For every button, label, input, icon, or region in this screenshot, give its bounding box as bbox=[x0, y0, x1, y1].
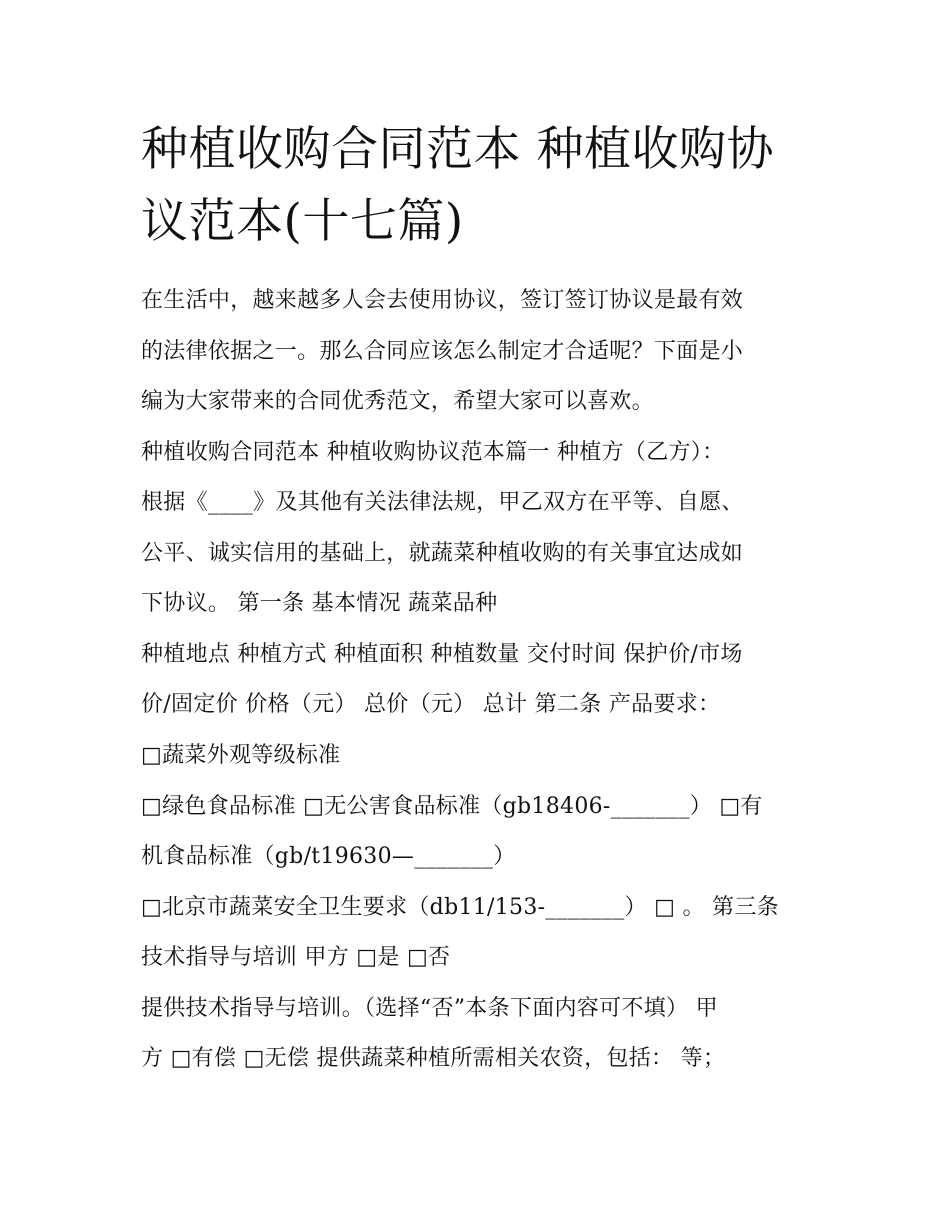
body-text-line: 下协议。 第一条 基本情况 蔬菜品种 bbox=[141, 591, 498, 616]
title-line-1: 种植收购合同范本 种植收购协 bbox=[141, 122, 774, 177]
body-text-line: 种植地点 种植方式 种植面积 种植数量 交付时间 保护价/市场 bbox=[141, 642, 743, 667]
body-text-line: 根据《____》及其他有关法律法规，甲乙双方在平等、自愿、 bbox=[141, 490, 744, 515]
body-text-line: 机食品标准（gb/t19630—_______） bbox=[141, 844, 516, 869]
title-line-2: 议范本(十七篇) bbox=[141, 194, 464, 249]
body-text-line: 种植收购合同范本 种植收购协议范本篇一 种植方（乙方）： bbox=[141, 440, 725, 465]
body-text-line: 技术指导与培训 甲方 □是 □否 bbox=[141, 945, 451, 970]
body-text-line: 价/固定价 价格（元） 总价（元） 总计 第二条 产品要求： bbox=[141, 692, 721, 717]
body-text-line: 方 □有偿 □无偿 提供蔬菜种植所需相关农资，包括： 等； bbox=[141, 1046, 726, 1071]
body-text-line: 在生活中，越来越多人会去使用协议，签订签订协议是最有效 bbox=[141, 288, 744, 313]
document-title bbox=[141, 114, 821, 258]
body-text-line: 编为大家带来的合同优秀范文，希望大家可以喜欢。 bbox=[141, 389, 654, 414]
body-text-line: 公平、诚实信用的基础上，就蔬菜种植收购的有关事宜达成如 bbox=[141, 541, 744, 566]
body-text-line: 的法律依据之一。那么合同应该怎么制定才合适呢？下面是小 bbox=[141, 339, 744, 364]
body-text-line: □绿色食品标准 □无公害食品标准（gb18406-_______） □有 bbox=[141, 794, 763, 819]
body-text-line: □蔬菜外观等级标准 bbox=[141, 743, 341, 768]
body-text-line: □北京市蔬菜安全卫生要求（db11/153-_______） □ 。 第三条 bbox=[141, 895, 779, 920]
body-text-line: 提供技术指导与培训。（选择“否”本条下面内容可不填） 甲 bbox=[141, 996, 718, 1021]
